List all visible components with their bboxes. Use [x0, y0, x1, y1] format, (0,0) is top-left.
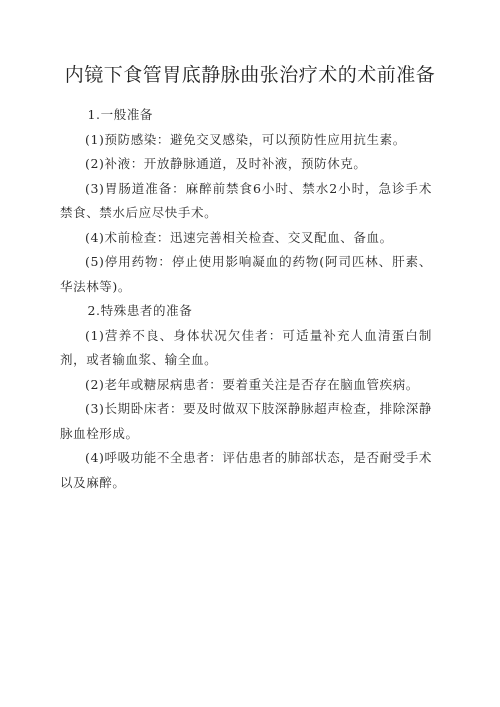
paragraph-respiratory-insufficiency: (4)呼吸功能不全患者：评估患者的肺部状态，是否耐受手术以及麻醉。 [60, 450, 433, 490]
paragraph-elderly-diabetic: (2)老年或糖尿病患者：要着重关注是否存在脑血管疾病。 [85, 376, 419, 392]
paragraph-gi-preparation: (3)胃肠道准备：麻醉前禁食6小时、禁水2小时，急诊手术禁食、禁水后应尽快手术。 [60, 180, 432, 220]
document-body [60, 103, 432, 495]
paragraph-infection-prevention: (1)预防感染：避免交叉感染，可以预防性应用抗生素。 [85, 131, 406, 147]
paragraph-malnutrition: (1)营养不良、身体状况欠佳者：可适量补充人血清蛋白制剂，或者输血浆、输全血。 [60, 327, 432, 367]
document-title: 内镜下食管胃底静脉曲张治疗术的术前准备 [64, 64, 436, 86]
paragraph-bedridden: (3)长期卧床者：要及时做双下肢深静脉超声检查，排除深静脉血栓形成。 [60, 401, 433, 441]
paragraph-fluid-replacement: (2)补液：开放静脉通道，及时补液，预防休克。 [85, 156, 367, 171]
section-heading-special-patients: 2.特殊患者的准备 [87, 303, 193, 318]
section-heading-general: 1.一般准备 [87, 107, 154, 122]
paragraph-stop-medication: (5)停用药物：停止使用影响凝血的药物(阿司匹林、肝素、华法林等)。 [60, 254, 432, 294]
paragraph-preop-tests: (4)术前检查：迅速完善相关检查、交叉配血、备血。 [85, 229, 393, 245]
